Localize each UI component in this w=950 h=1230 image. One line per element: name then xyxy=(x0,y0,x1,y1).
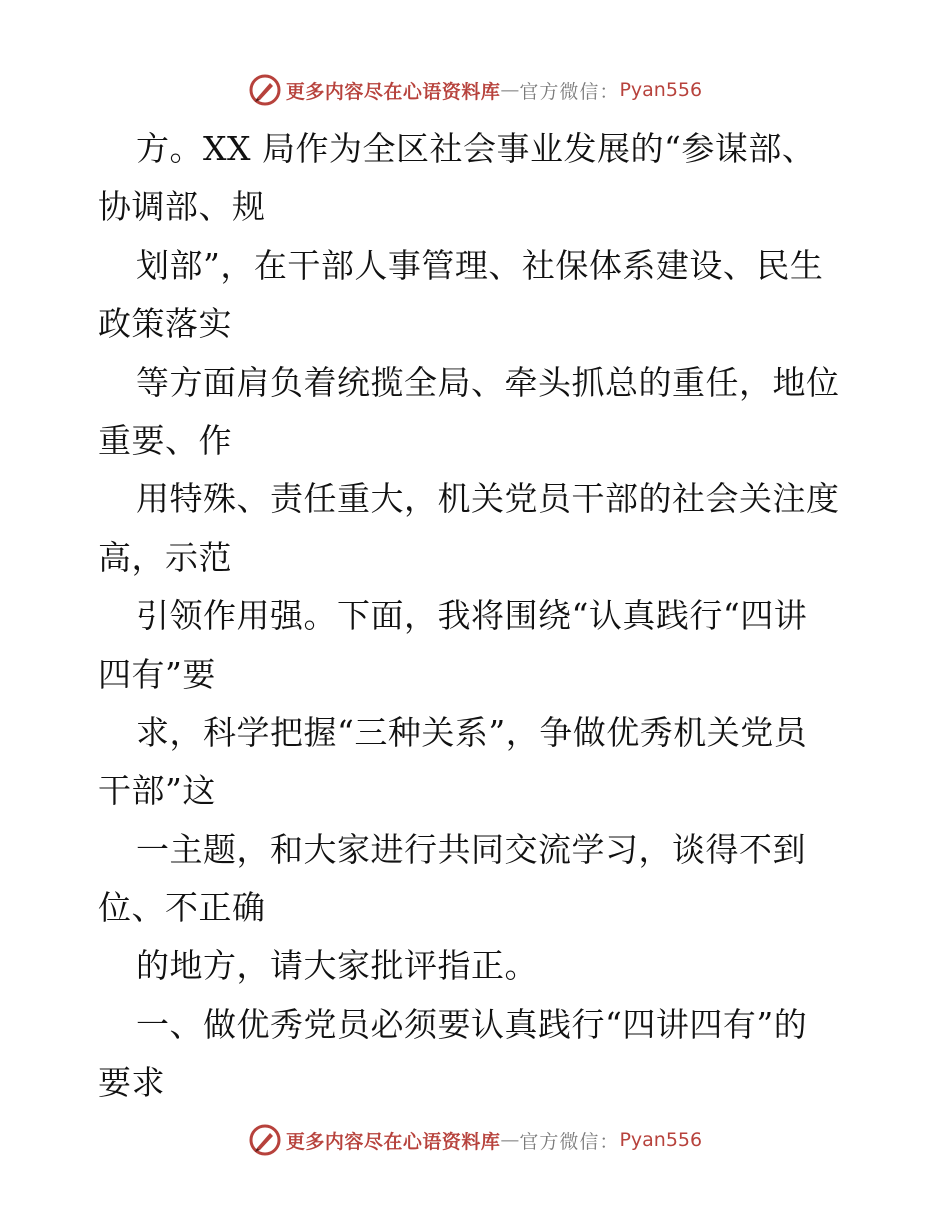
body-line: 方。XX 局作为全区社会事业发展的“参谋部、 xyxy=(136,129,816,168)
watermark-official-label: 官方微信： xyxy=(519,80,620,103)
footer-watermark xyxy=(0,1120,950,1160)
watermark-brand-text: 更多内容尽在心语资料库 xyxy=(285,1130,501,1153)
body-line: 政策落实 xyxy=(98,304,232,344)
watermark-separator: — xyxy=(500,79,520,101)
body-line: 协调部、规 xyxy=(98,187,266,227)
body-line: 等方面肩负着统揽全局、牵头抓总的重任，地位 xyxy=(136,362,840,402)
body-line: 干部”这 xyxy=(98,771,216,811)
section-heading: 一、做优秀党员必须要认真践行“四讲四有”的 xyxy=(136,1004,808,1044)
body-line: 重要、作 xyxy=(98,420,232,460)
body-line: 一主题，和大家进行共同交流学习，谈得不到 xyxy=(136,829,806,869)
body-line: 划部”，在干部人事管理、社保体系建设、民生 xyxy=(136,245,824,285)
pen-circle-logo-icon xyxy=(248,1123,282,1157)
header-watermark xyxy=(0,70,950,110)
watermark-official-label: 官方微信： xyxy=(519,1130,620,1153)
body-line: 用特殊、责任重大，机关党员干部的社会关注度 xyxy=(136,479,840,519)
body-line: 求，科学把握“三种关系”，争做优秀机关党员 xyxy=(136,712,808,752)
body-line: 高，示范 xyxy=(98,537,232,577)
watermark-brand-text: 更多内容尽在心语资料库 xyxy=(285,80,501,103)
pen-circle-logo-icon xyxy=(248,73,282,107)
body-line: 的地方，请大家批评指正。 xyxy=(136,946,538,986)
watermark-account-id: Pyan556 xyxy=(619,1129,703,1151)
watermark-account-id: Pyan556 xyxy=(619,79,703,101)
document-body xyxy=(98,120,858,1113)
body-line: 引领作用强。下面，我将围绕“认真践行“四讲 xyxy=(136,596,808,636)
watermark-separator: — xyxy=(500,1129,520,1151)
body-line: 要求 xyxy=(98,1063,165,1103)
body-line: 四有”要 xyxy=(98,654,216,694)
body-line: 位、不正确 xyxy=(98,888,266,928)
